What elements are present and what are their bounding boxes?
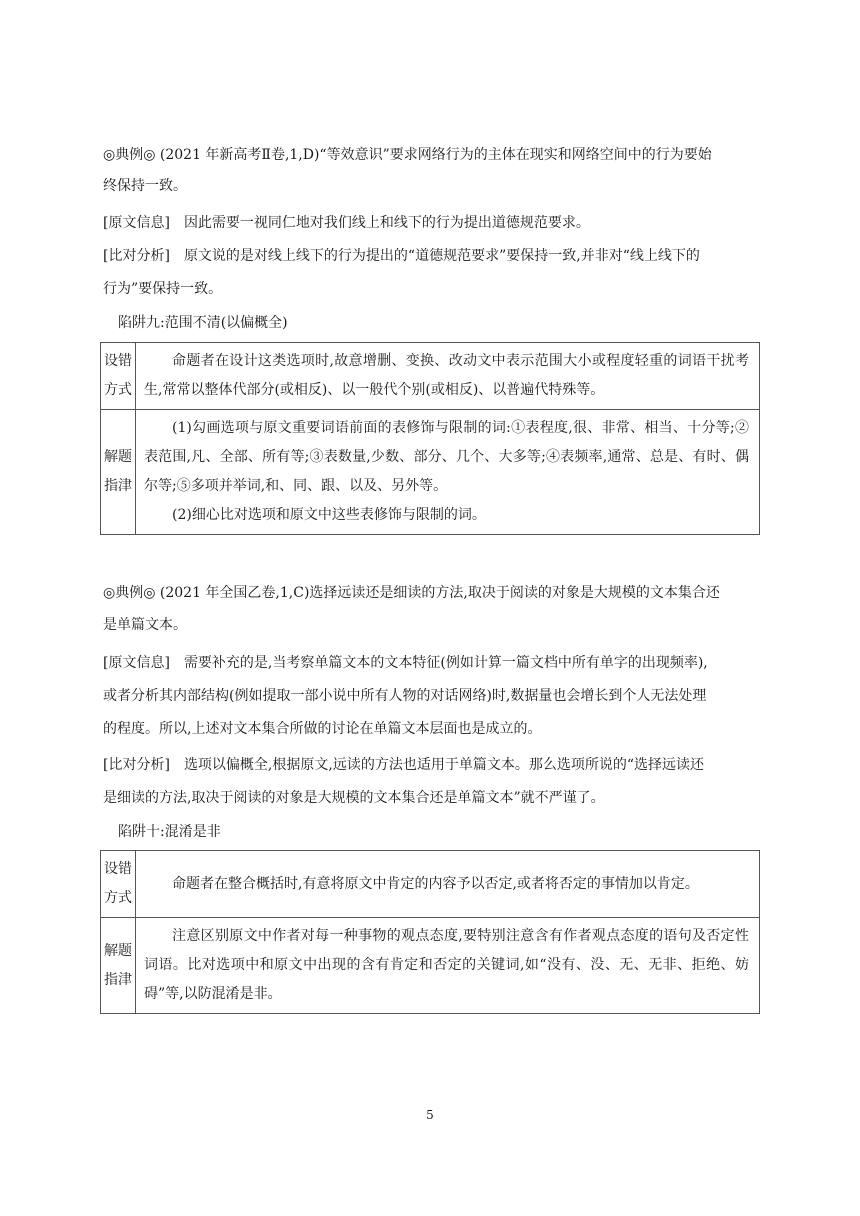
analysis-text: 选项以偏概全,根据原文,远读的方法也适用于单篇文本。那么选项所说的“选择远读还 bbox=[183, 757, 704, 773]
source-tag: [原文信息] bbox=[103, 655, 170, 671]
trap-9-table bbox=[100, 342, 760, 535]
row-text: 命题者在设计这类选项时,故意增删、变换、改动文中表示范围大小或程度轻重的词语干扰考生,常常以整体代部分(或相反)、以一般代个别(或相反)、以普遍代特殊等。 bbox=[136, 343, 760, 410]
source-tag: [原文信息] bbox=[103, 215, 170, 231]
trap-9-title: 陷阱九:范围不清(以偏概全) bbox=[118, 315, 288, 331]
analysis-text: 原文说的是对线上线下的行为提出的“道德规范要求”要保持一致,并非对“线上线下的 bbox=[183, 248, 700, 264]
example-1-line-1: ◎典例◎ (2021 年新高考Ⅱ卷,1,D)“等效意识”要求网络行为的主体在现实和网络空间中的行为要始 bbox=[103, 147, 712, 163]
source-text: 因此需要一视同仁地对我们线上和线下的行为提出道德规范要求。 bbox=[183, 215, 590, 231]
example-2-source-line-2: 或者分析其内部结构(例如提取一部小说中所有人物的对话网络)时,数据量也会增长到个人无法处理 bbox=[103, 688, 707, 704]
row-label: 设错方式 bbox=[101, 343, 136, 410]
page-number: 5 bbox=[426, 1108, 434, 1122]
table-row bbox=[101, 851, 760, 918]
example-2-line-2: 是单篇文本。 bbox=[103, 617, 187, 633]
table-row bbox=[101, 918, 760, 1014]
trap-10-table bbox=[100, 850, 760, 1014]
example-2-source-line-1 bbox=[103, 648, 763, 679]
example-2-analysis-line-1 bbox=[103, 750, 763, 781]
row-label: 解题指津 bbox=[101, 918, 136, 1014]
example-1-line-2: 终保持一致。 bbox=[103, 178, 187, 194]
trap-10-title: 陷阱十:混淆是非 bbox=[118, 824, 221, 840]
example-1-analysis-line-1 bbox=[103, 241, 763, 272]
row-content bbox=[136, 410, 760, 535]
example-2-analysis-line-2: 是细读的方法,取决于阅读的对象是大规模的文本集合还是单篇文本”就不严谨了。 bbox=[103, 790, 605, 806]
row-text: 命题者在整合概括时,有意将原文中肯定的内容予以否定,或者将否定的事情加以肯定。 bbox=[136, 851, 760, 918]
analysis-tag: [比对分析] bbox=[103, 757, 170, 773]
row-text: 注意区别原文中作者对每一种事物的观点态度,要特别注意含有作者观点态度的语句及否定性词语。比对选项中和原文中出现的含有肯定和否定的关键词,如“没有、没、无、无非、拒绝、妨碍”等,以防混淆是非。 bbox=[136, 918, 760, 1014]
table-row bbox=[101, 343, 760, 410]
row-label: 设错方式 bbox=[101, 851, 136, 918]
analysis-tag: [比对分析] bbox=[103, 248, 170, 264]
example-1-analysis-line-2: 行为”要保持一致。 bbox=[103, 281, 223, 297]
table-row bbox=[101, 410, 760, 535]
row-text: (1)勾画选项与原文重要词语前面的表修饰与限制的词:①表程度,很、非常、相当、十分等;②表范围,凡、全部、所有等;③表数量,少数、部分、几个、大多等;④表频率,通常、总是、有时、偶尔等;⑤多项并举词,和、同、跟、以及、另外等。 bbox=[144, 420, 749, 494]
row-label: 解题指津 bbox=[101, 410, 136, 535]
example-2-source-line-3: 的程度。所以,上述对文本集合所做的讨论在单篇文本层面也是成立的。 bbox=[103, 721, 542, 737]
example-1-source bbox=[103, 208, 763, 239]
example-2-line-1: ◎典例◎ (2021 年全国乙卷,1,C)选择远读还是细读的方法,取决于阅读的对象是大规模的文本集合还 bbox=[103, 585, 720, 601]
source-text: 需要补充的是,当考察单篇文本的文本特征(例如计算一篇文档中所有单字的出现频率), bbox=[183, 655, 708, 671]
row-text: (2)细心比对选项和原文中这些表修饰与限制的词。 bbox=[172, 507, 486, 523]
